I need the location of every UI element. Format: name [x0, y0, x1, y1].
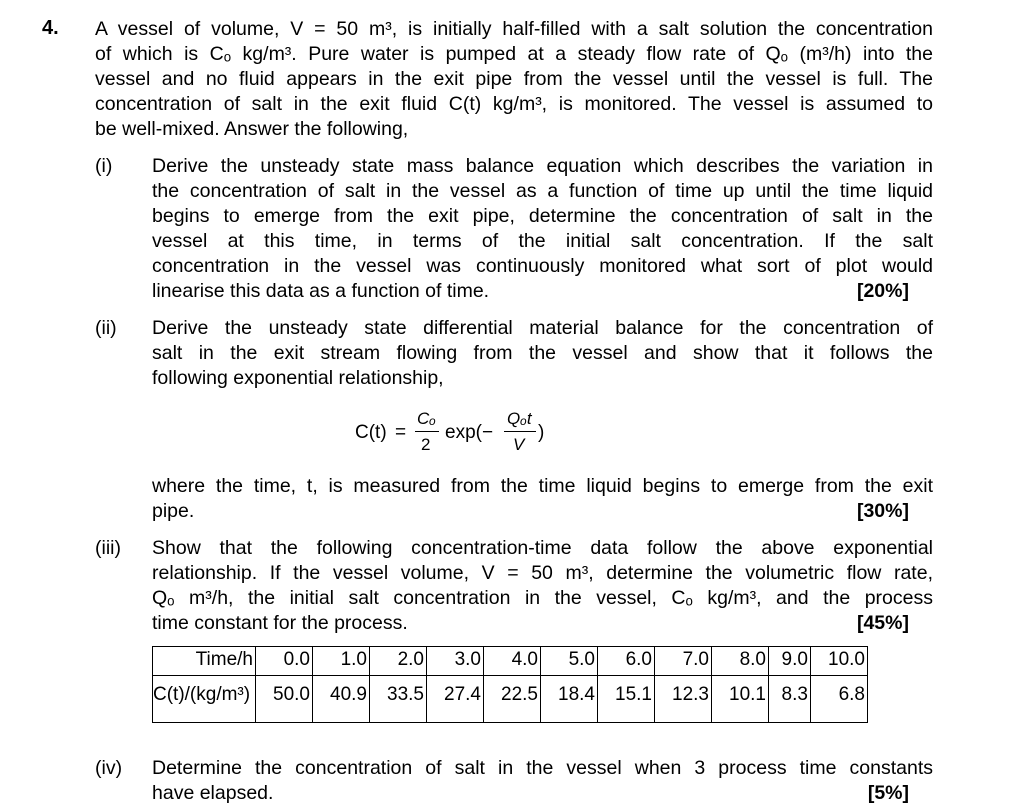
- question-number: 4.: [42, 17, 59, 39]
- table-cell: 12.3: [655, 676, 712, 723]
- formula-denominator-2: 2: [421, 435, 431, 454]
- table-row: [153, 647, 868, 676]
- row-label-concentration: C(t)/(kg/m³): [153, 676, 256, 723]
- table-cell: 5.0: [541, 647, 598, 676]
- table-cell: 4.0: [484, 647, 541, 676]
- formula-exp: exp(−: [445, 422, 494, 443]
- part-label: (iv): [95, 757, 123, 779]
- part-mark: [20%]: [856, 280, 909, 302]
- part-mark: [5%]: [867, 782, 909, 804]
- table-cell: 10.1: [712, 676, 769, 723]
- part-line: Determine the concentration of salt in the vessel when 3 process time constants: [152, 757, 933, 779]
- formula-equals: =: [395, 422, 407, 443]
- part-line: the concentration of salt in the vessel as a function of time up until the time liquid: [152, 180, 933, 202]
- row-label-time: Time/h: [153, 647, 256, 676]
- part-line: where the time, t, is measured from the time liquid begins to emerge from the exit: [152, 475, 933, 497]
- table-cell: 40.9: [313, 676, 370, 723]
- intro-line: A vessel of volume, V = 50 m³, is initially half-filled with a salt solution the concentration: [95, 18, 933, 40]
- table-cell: 18.4: [541, 676, 598, 723]
- part-line: Qₒ m³/h, the initial salt concentration in the vessel, Cₒ kg/m³, and the process: [152, 587, 933, 609]
- part-line: time constant for the process.: [152, 612, 408, 634]
- part-mark: [30%]: [856, 500, 909, 522]
- part-line: pipe.: [152, 500, 195, 522]
- table-cell: 22.5: [484, 676, 541, 723]
- part-line: salt in the exit stream flowing from the vessel and show that it follows the: [152, 342, 933, 364]
- table-cell: 15.1: [598, 676, 655, 723]
- table-cell: 2.0: [370, 647, 427, 676]
- part-line: begins to emerge from the exit pipe, determine the concentration of salt in the: [152, 205, 933, 227]
- table-cell: 27.4: [427, 676, 484, 723]
- intro-line: be well-mixed. Answer the following,: [95, 118, 409, 140]
- table-cell: 6.0: [598, 647, 655, 676]
- table-cell: 6.8: [810, 676, 867, 723]
- part-label: (ii): [95, 317, 117, 339]
- part-line: Derive the unsteady state differential material balance for the concentration of: [152, 317, 933, 339]
- part-label: (iii): [95, 537, 121, 559]
- concentration-time-table: [152, 646, 868, 723]
- table-cell: 33.5: [370, 676, 427, 723]
- formula-close: ): [538, 422, 545, 443]
- part-mark: [45%]: [856, 612, 909, 634]
- table-cell: 1.0: [313, 647, 370, 676]
- part-line: Derive the unsteady state mass balance equation which describes the variation in: [152, 155, 933, 177]
- exponential-formula: [355, 402, 585, 462]
- intro-line: of which is Cₒ kg/m³. Pure water is pumped at a steady flow rate of Qₒ (m³/h) into the: [95, 43, 933, 65]
- formula-numerator-c: Cₒ: [417, 409, 436, 428]
- formula-numerator-qt: Qₒt: [507, 409, 532, 428]
- part-line: Show that the following concentration-time data follow the above exponential: [152, 537, 933, 559]
- table-cell: 3.0: [427, 647, 484, 676]
- formula-lhs: C(t): [355, 422, 387, 443]
- intro-line: vessel and no fluid appears in the exit pipe from the vessel until the vessel is full. The: [95, 68, 933, 90]
- part-line: relationship. If the vessel volume, V = 50 m³, determine the volumetric flow rate,: [152, 562, 933, 584]
- table-cell: 50.0: [256, 676, 313, 723]
- part-line: concentration in the vessel was continuously monitored what sort of plot would: [152, 255, 933, 277]
- part-label: (i): [95, 155, 113, 177]
- intro-line: concentration of salt in the exit fluid C(t) kg/m³, is monitored. The vessel is assumed to: [95, 93, 933, 115]
- part-line: linearise this data as a function of time.: [152, 280, 490, 302]
- part-line: vessel at this time, in terms of the initial salt concentration. If the salt: [152, 230, 933, 252]
- table-cell: 7.0: [655, 647, 712, 676]
- formula-denominator-v: V: [513, 435, 525, 454]
- table-cell: 8.0: [712, 647, 769, 676]
- table-row: [153, 676, 868, 723]
- table-cell: 8.3: [769, 676, 811, 723]
- table-cell: 0.0: [256, 647, 313, 676]
- table-cell: 9.0: [769, 647, 811, 676]
- table-cell: 10.0: [810, 647, 867, 676]
- part-line: following exponential relationship,: [152, 367, 444, 389]
- part-line: have elapsed.: [152, 782, 274, 804]
